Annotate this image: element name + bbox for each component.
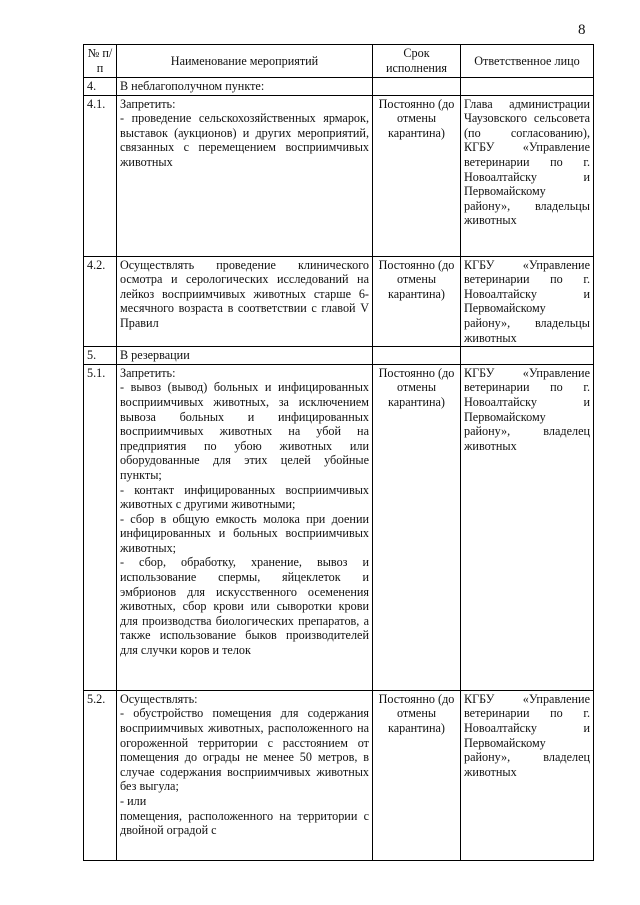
- responsible-cell: Глава администрации Чаузовского сельсовета (по согласованию), КГБУ «Управление ветеринарии по г. Новоалтайску и Первомайскому району», владельцы животных: [461, 95, 594, 256]
- measure-title: Запретить:: [120, 96, 176, 111]
- measure-item: помещения, расположенного на территории с двойной оградой с: [120, 808, 369, 838]
- row-number: 5.2.: [84, 690, 117, 860]
- table-header-row: [84, 45, 594, 78]
- term-cell: Постоянно (до отмены карантина): [373, 364, 461, 690]
- measure-title: Осуществлять:: [120, 691, 198, 706]
- row-number: 4.1.: [84, 95, 117, 256]
- row-number: 5.1.: [84, 364, 117, 690]
- table-row: [84, 95, 594, 256]
- header-measures: Наименование мероприятий: [117, 45, 373, 78]
- measure-cell: [117, 95, 373, 256]
- measure-item: - сбор, обработку, хранение, вывоз и использование спермы, яйцеклеток и эмбрионов для искусственного осеменения животных, сбор крови или сыворотки крови для производства биологических препаратов, а также использование быков производителей для случки коров и телок: [120, 555, 369, 658]
- measure-item: - контакт инфицированных восприимчивых животных с другими животными;: [120, 482, 369, 512]
- measure-item: - вывоз (вывод) больных и инфицированных восприимчивых животных, за исключением вывоза больных и инфицированных восприимчивых животных на убой на предприятия по убою животных или оборудованные для этих целей убойные пункты;: [120, 380, 369, 482]
- header-responsible: Ответственное лицо: [461, 45, 594, 78]
- table-row: [84, 364, 594, 690]
- table-row: [84, 256, 594, 347]
- measure-title: Запретить:: [120, 365, 176, 380]
- measure-item: Осуществлять проведение клинического осмотра и серологических исследований на лейкоз восприимчивых животных старше 6-месячного возраста в соответствии с главой V Правил: [120, 257, 369, 330]
- section-title: В резервации: [117, 347, 373, 365]
- header-number: № п/п: [84, 45, 117, 78]
- page-number: 8: [578, 22, 586, 38]
- header-term: Срок исполнения: [373, 45, 461, 78]
- measure-cell: [117, 256, 373, 347]
- measure-item: - проведение сельскохозяйственных ярмарок, выставок (аукционов) и других мероприятий, связанных с перемещением восприимчивых животных: [120, 111, 369, 169]
- section-title: В неблагополучном пункте:: [117, 78, 373, 96]
- section-row: [84, 78, 594, 96]
- term-cell: Постоянно (до отмены карантина): [373, 256, 461, 347]
- row-number: 5.: [84, 347, 117, 365]
- measure-item: - сбор в общую емкость молока при доении инфицированных и больных восприимчивых животных;: [120, 511, 369, 555]
- term-cell: Постоянно (до отмены карантина): [373, 95, 461, 256]
- measure-item: - или: [120, 793, 147, 808]
- section-row: [84, 347, 594, 365]
- row-number: 4.2.: [84, 256, 117, 347]
- table-row: [84, 690, 594, 860]
- measure-cell: [117, 364, 373, 690]
- responsible-cell: КГБУ «Управление ветеринарии по г. Новоалтайску и Первомайскому району», владелец животных: [461, 690, 594, 860]
- term-cell: Постоянно (до отмены карантина): [373, 690, 461, 860]
- measures-table: [83, 44, 594, 861]
- row-number: 4.: [84, 78, 117, 96]
- responsible-cell: КГБУ «Управление ветеринарии по г. Новоалтайску и Первомайскому району», владельцы животных: [461, 256, 594, 347]
- measure-item: - обустройство помещения для содержания восприимчивых животных, расположенного на огороженной территории с расстоянием от помещения до ограды не менее 50 метров, в случае содержания восприимчивых животных без выгула;: [120, 706, 369, 794]
- measure-cell: [117, 690, 373, 860]
- responsible-cell: КГБУ «Управление ветеринарии по г. Новоалтайску и Первомайскому району», владелец животных: [461, 364, 594, 690]
